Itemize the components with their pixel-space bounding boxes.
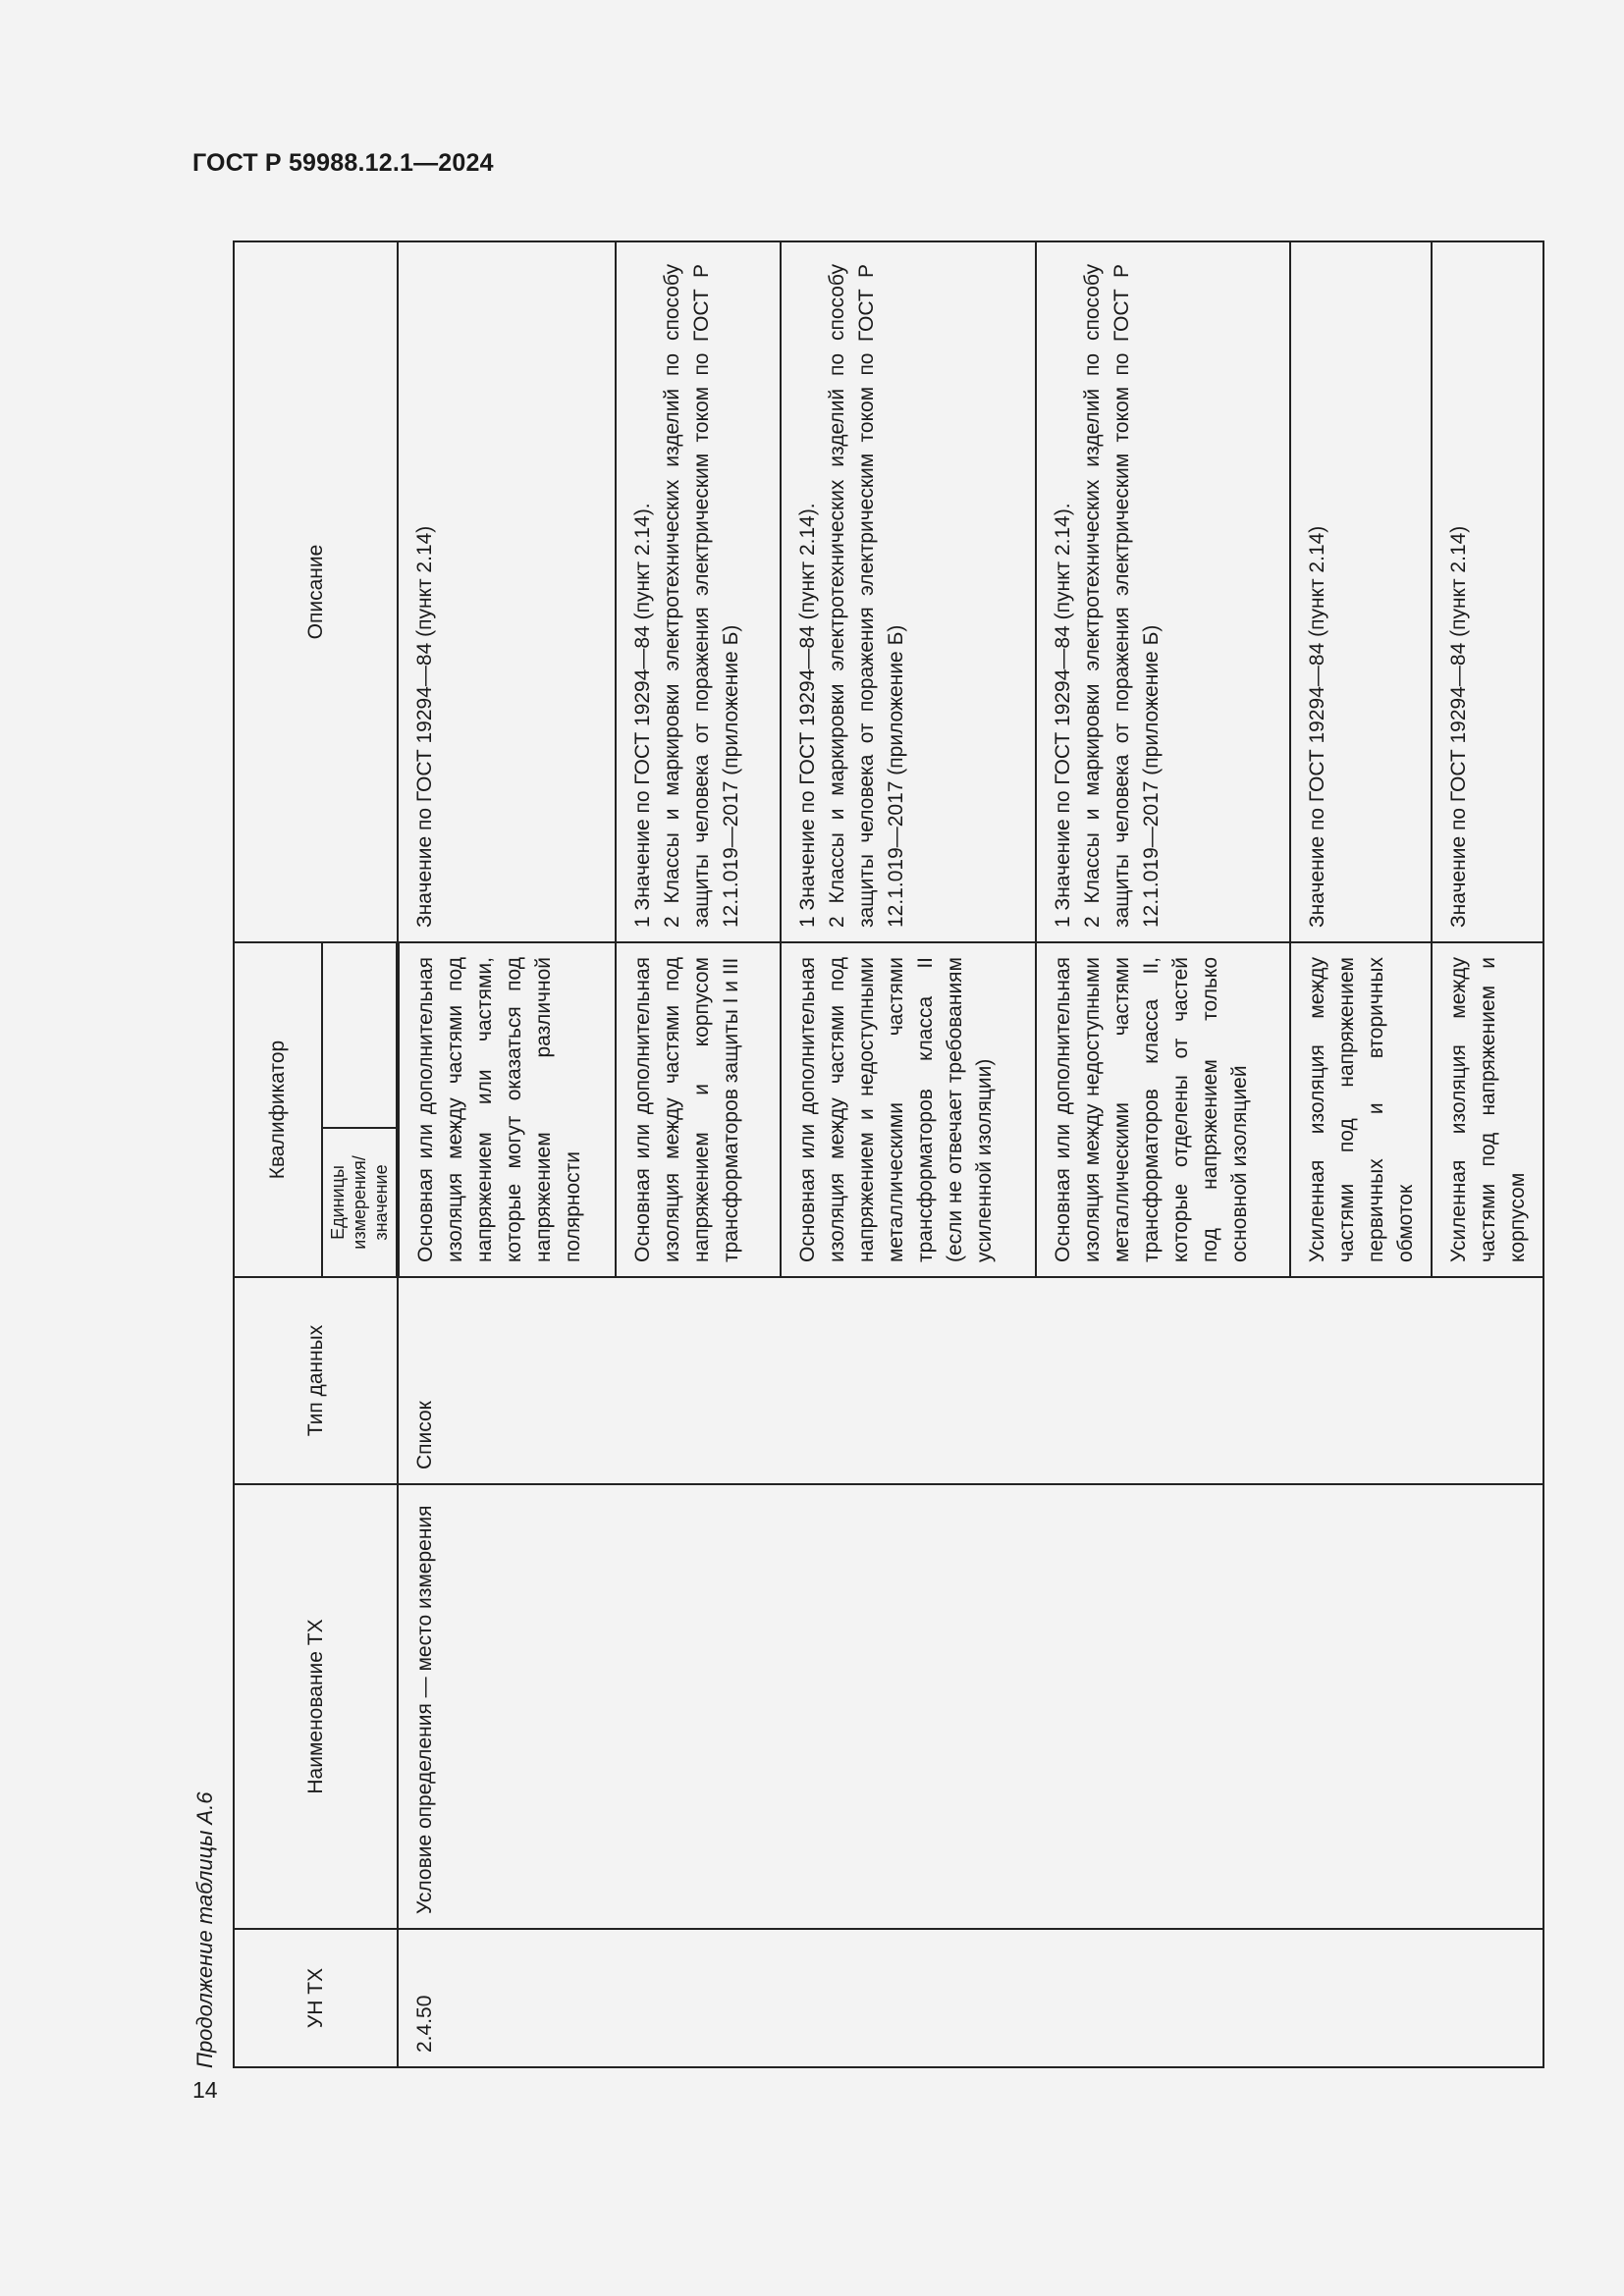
- cell-un-tx: 2.4.50: [398, 1929, 1543, 2067]
- header-units-value: Единицы измерения/ значение: [322, 1128, 398, 1277]
- description-line: 1 Значение по ГОСТ 19294—84 (пункт 2.14).: [1052, 503, 1074, 928]
- cell-description: [1432, 241, 1543, 942]
- cell-qualifier: Усиленная изоляция между частями под напряжением и корпусом: [1432, 942, 1543, 1277]
- page-number: 14: [192, 2077, 218, 2103]
- description-line: Значение по ГОСТ 19294—84 (пункт 2.14): [413, 525, 436, 928]
- cell-data-type: Список: [398, 1277, 1543, 1484]
- description-line: 2 Классы и маркировки электротехнических изделий по способу защиты человека от поражения электрическим током по ГОСТ Р 12.1.019—2017 (приложение Б): [661, 264, 742, 928]
- cell-description: [781, 241, 1036, 942]
- cell-description: [616, 241, 781, 942]
- data-table: [233, 240, 1544, 2068]
- rotated-table-area: [192, 242, 1529, 2068]
- description-line: Значение по ГОСТ 19294—84 (пункт 2.14): [1306, 525, 1328, 928]
- cell-description: [1036, 241, 1290, 942]
- description-line: 2 Классы и маркировки электротехнических изделий по способу защиты человека от поражения электрическим током по ГОСТ Р 12.1.019—2017 (приложение Б): [1081, 264, 1163, 928]
- header-name-tx: Наименование ТХ: [234, 1484, 398, 1929]
- description-line: 1 Значение по ГОСТ 19294—84 (пункт 2.14).: [631, 503, 654, 928]
- table-row: [398, 241, 616, 2067]
- header-un-tx: УН ТХ: [234, 1929, 398, 2067]
- description-line: Значение по ГОСТ 19294—84 (пункт 2.14): [1447, 525, 1470, 928]
- header-data-type: Тип данных: [234, 1277, 398, 1484]
- document-code: ГОСТ Р 59988.12.1—2024: [192, 149, 494, 177]
- cell-description: [1290, 241, 1432, 942]
- cell-qualifier: Усиленная изоляция между частями под напряжением первичных и вторичных обмоток: [1290, 942, 1432, 1277]
- header-qualifier-spacer: [322, 942, 398, 1128]
- description-line: 1 Значение по ГОСТ 19294—84 (пункт 2.14).: [796, 503, 819, 928]
- table-caption: Продолжение таблицы А.6: [192, 1791, 217, 2068]
- cell-name-tx: Условие определения — место измерения: [398, 1484, 1543, 1929]
- cell-qualifier: Основная или дополнительная изоляция между недоступными металлическими частями трансформаторов класса II, которые отделены от частей под напряжением только основной изоляцией: [1036, 942, 1290, 1277]
- cell-qualifier: Основная или дополнительная изоляция между частями под напряжением и недоступными металлическими частями трансформаторов класса II (если не отвечает требованиям усиленной изоляции): [781, 942, 1036, 1277]
- description-line: 2 Классы и маркировки электротехнических изделий по способу защиты человека от поражения электрическим током по ГОСТ Р 12.1.019—2017 (приложение Б): [826, 264, 907, 928]
- header-description: Описание: [234, 241, 398, 942]
- header-qualifier: Квалификатор: [234, 942, 322, 1277]
- cell-description: [398, 241, 616, 942]
- cell-qualifier: Основная или дополнительная изоляция между частями под напряжением и корпусом трансформаторов защиты I и III: [616, 942, 781, 1277]
- cell-qualifier: Основная или дополнительная изоляция между частями под напряжением или частями, которые могут оказаться под напряжением различной полярности: [398, 942, 616, 1277]
